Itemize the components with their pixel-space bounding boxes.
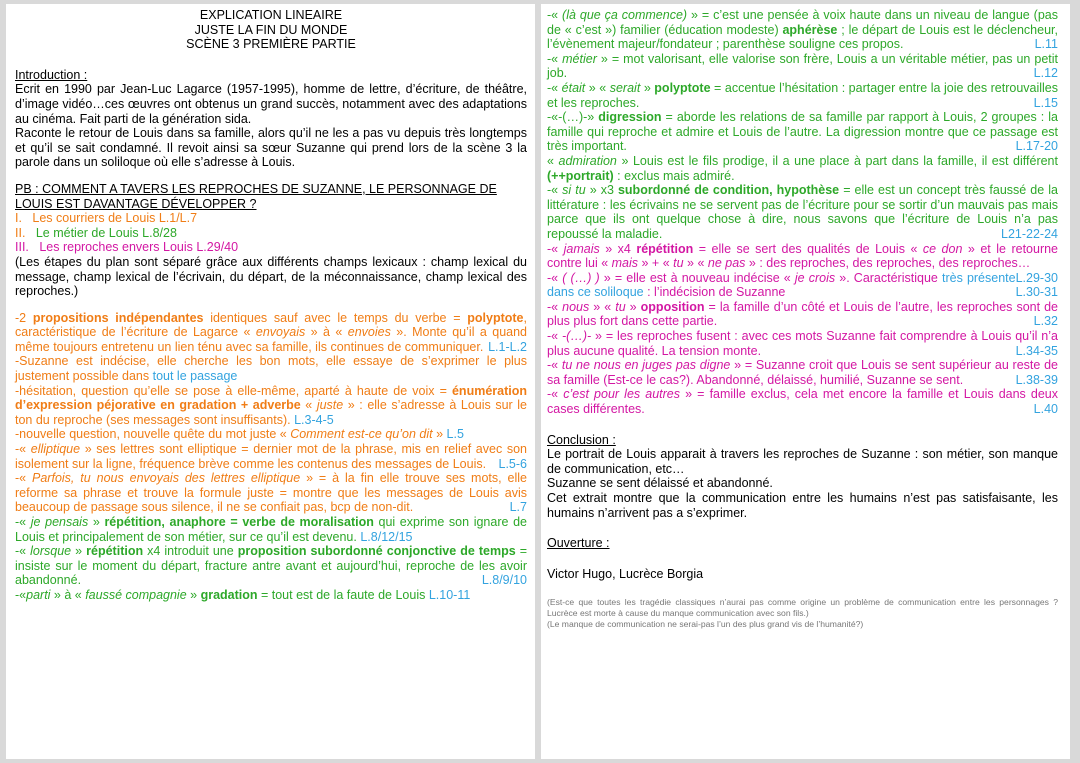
analysis-note: -hésitation, question qu’elle se pose à elle-même, aparté à haute de voix = énumération d’expression péjorative en gradation + adverbe « juste » : elle s’adresse à Louis sur le ton du reproche (ses messages sont insuffisants). L.3-4-5 [15,383,527,427]
analysis-note: -« lorsque » répétition x4 introduit une proposition subordonné conjonctive de temps = insiste sur le moment du départ, fracture antre avant et aujourd’hui, reproche de les avoir abandonné. L.8/9/10 [15,544,527,588]
plan-item-1: I. Les courriers de Louis L.1/L.7 [15,211,198,226]
line-reference: L.15 [1033,95,1058,110]
line-reference: L21-22-24 [1001,226,1058,241]
analysis-note: -« je pensais » répétition, anaphore = verbe de moralisation qui exprime son ignare de Louis et principalement de son métier, sur ce qu’il est devenu. L.8/12/15 [15,515,527,544]
conclusion-paragraph: Le portrait de Louis apparait à travers les reproches de Suzanne : son métier, son manque de communication, etc… [547,447,1058,476]
analysis-note: -« -(…)- » = les reproches fusent : avec ces mots Suzanne fait comprendre à Louis qu’il n’a plus aucune qualité. La tension monte. L.34-35 [547,329,1058,358]
analysis-note: -«-(…)-» digression = aborde les relations de sa famille par rapport à Louis, 2 groupes : la famille qui reproche et admire et Louis de l’autre. La digression montre que ce passage est très important. L.17-20 [547,110,1058,154]
analysis-note: -« Parfois, tu nous envoyais des lettres elliptique » = à la fin elle trouve ses mots, elle reforme sa phrase et trouve la formule juste = montre que les messages de Louis avis beaucoup de passage sous silence, il ne se confiait pas, bcp de non-dit. L.7 [15,471,527,515]
line-reference: L.38-39 [1015,372,1058,387]
analysis-note: -« (là que ça commence) » = c’est une pensée à voix haute dans un niveau de langue (pas de « c’est ») familier (éducation modeste) aphérèse ; le départ de Louis est le déclencheur, l’évènement majeur/fondateur ; parenthèse souligne ces propos. L.11 [547,8,1058,52]
analysis-note: -Suzanne est indécise, elle cherche les bon mots, elle essaye de s’exprimer le plus justement possible dans tout le passage [15,354,527,384]
conclusion-paragraph: Cet extrait montre que la communication entre les humains n’est pas satisfaisante, les humains n’arrivent pas a s’exprimer. [547,491,1058,520]
line-reference: L.10-11 [428,587,471,602]
conclusion-heading: Conclusion : [547,432,616,447]
analysis-note: -« c’est pour les autres » = famille exclus, cela met encore la famille et Louis dans deux cases différentes. L.40 [547,387,1059,417]
intro-heading: Introduction : [15,67,88,82]
analysis-note: -« si tu » x3 subordonné de condition, hypothèse = elle est un concept très faussé de la littérature : les écrivains ne se servent pas de l’écriture pour se sortir d’un mauvais pas mais parce que ils ont quelque chose à dire, nous savons que l’écriture de Louis n’a pas repoussé la maladie. L21-22-24 [547,183,1058,241]
problematique: PB : COMMENT A TAVERS LES REPROCHES DE SUZANNE, LE PERSONNAGE DE LOUIS EST DAVANTAGE DÉVELOPPER ? [15,181,497,211]
analysis-note: -«parti » à « faussé compagnie » gradation = tout est de la faute de Louis L.10-11 [15,587,471,602]
line-reference: L.40 [1033,402,1058,417]
ouverture-note: (Le manque de communication ne serai-pas l’un des plus grand vis de l’humanité?) [547,619,864,630]
analysis-note: -« elliptique » ses lettres sont elliptique = dernier mot de la phrase, mis en relief avec son isolement sur la ligne, fréquence brève comme les contenus des messages de Louis. L.5-6 [15,442,527,471]
doc-title-3: SCÈNE 3 PREMIÈRE PARTIE [186,37,356,52]
line-reference: L.34-35 [1015,343,1058,358]
plan-item-2: II. Le métier de Louis L.8/28 [15,225,177,240]
ouverture-heading: Ouverture : [547,536,610,551]
left-page [6,4,535,759]
intro-paragraph-2: Raconte le retour de Louis dans sa famille, alors qu’il ne les a pas vu depuis très longtemps et qu’il se sait condamné. Il revoit ainsi sa sœur Suzanne qui prend lors de la scène 3 la parole dans un soliloque où elle s’adresse à Louis. [15,126,527,170]
line-reference: L.17-20 [1015,139,1058,154]
line-reference: L.8/12/15 [360,529,413,544]
line-reference: L.29-30 [1015,270,1058,285]
analysis-note: -nouvelle question, nouvelle quête du mot juste « Comment est-ce qu’on dit » L.5 [15,427,464,442]
analysis-note: -« nous » « tu » opposition = la famille d’un côté et Louis de l’autre, les reproches sont de plus plus fort dans cette partie. L.32 [547,299,1058,329]
line-reference: L.3-4-5 [294,412,334,427]
line-reference: L.8/9/10 [481,573,527,588]
analysis-note: -« tu ne nous en juges pas digne » = Suzanne croit que Louis se sent supérieur au reste de sa famille (Est-ce le cas?). Abandonné, délaissé, humilié, Suzanne se sent. L.38-39 [547,358,1058,387]
line-reference: L.32 [1033,314,1058,329]
doc-title-2: JUSTE LA FIN DU MONDE [194,22,348,37]
intro-paragraph-1: Ecrit en 1990 par Jean-Luc Lagarce (1957-1995), homme de lettre, d’écriture, de théâtre, d’image vidéo…ces œuvres ont obtenus un grand succès, notamment avec des adaptations au cinéma. Fait parti de la génération sida. [15,82,527,126]
doc-title-1: EXPLICATION LINEAIRE [199,8,343,22]
analysis-note: -« métier » = mot valorisant, elle valorise son frère, Louis a un véritable métier, pas un petit job. L.12 [547,51,1058,81]
analysis-note: -« jamais » x4 répétition = elle se sert des qualités de Louis « ce don » et le retourne contre lui « mais » + « tu » « ne pas » : des reproches, des reproches, des reproches… L.29-30 [547,241,1059,285]
line-reference: L.5-6 [498,456,527,471]
line-reference: L.5 [446,427,464,442]
ouverture-note: (Est-ce que toutes les tragédie classiques n’aurai pas comme origine un problème de communication entre les personnages ? Lucrèce est morte à cause du manque communication avec son fils.) [547,597,1058,619]
line-reference: L.1-L.2 [488,339,527,354]
analysis-note: -« était » « serait » polyptote = accentue l’hésitation : partager entre la joie des retrouvailles et les reproches. L.15 [547,80,1059,110]
analysis-note: -« ( (…) ) » = elle est à nouveau indécise « je crois ». Caractéristique très présente dans ce soliloque : l’indécision de Suzanne L.30-31 [547,270,1058,300]
line-reference: L.11 [1034,37,1058,52]
plan-item-3: III. Les reproches envers Louis L.29/40 [15,240,239,255]
conclusion-paragraph: Suzanne se sent délaissé et abandonné. [547,476,773,491]
analysis-note: -2 propositions indépendantes identiques sauf avec le temps du verbe = polyptote, caractéristique de l’écriture de Lagarce « envoyais » à « envoies ». Monte qu’il a quand même toujours entretenu un lien ténu avec sa famille, ils continues de communiquer. L.1-L.2 [15,310,527,354]
line-reference: L.7 [509,500,527,515]
plan-note: (Les étapes du plan sont séparé grâce aux différents champs lexicaux : champ lexical du message, champ lexical de l’écrivain, du départ, de la méconnaissance, champ lexical des reproches.) [15,254,527,299]
ouverture-text: Victor Hugo, Lucrèce Borgia [547,566,704,581]
right-page [541,4,1070,759]
line-reference: L.12 [1033,66,1058,81]
line-reference: L.30-31 [1015,285,1058,300]
analysis-note: « admiration » Louis est le fils prodige, il a une place à part dans la famille, il est différent (++portrait) : exclus mais admiré. [547,153,1058,183]
